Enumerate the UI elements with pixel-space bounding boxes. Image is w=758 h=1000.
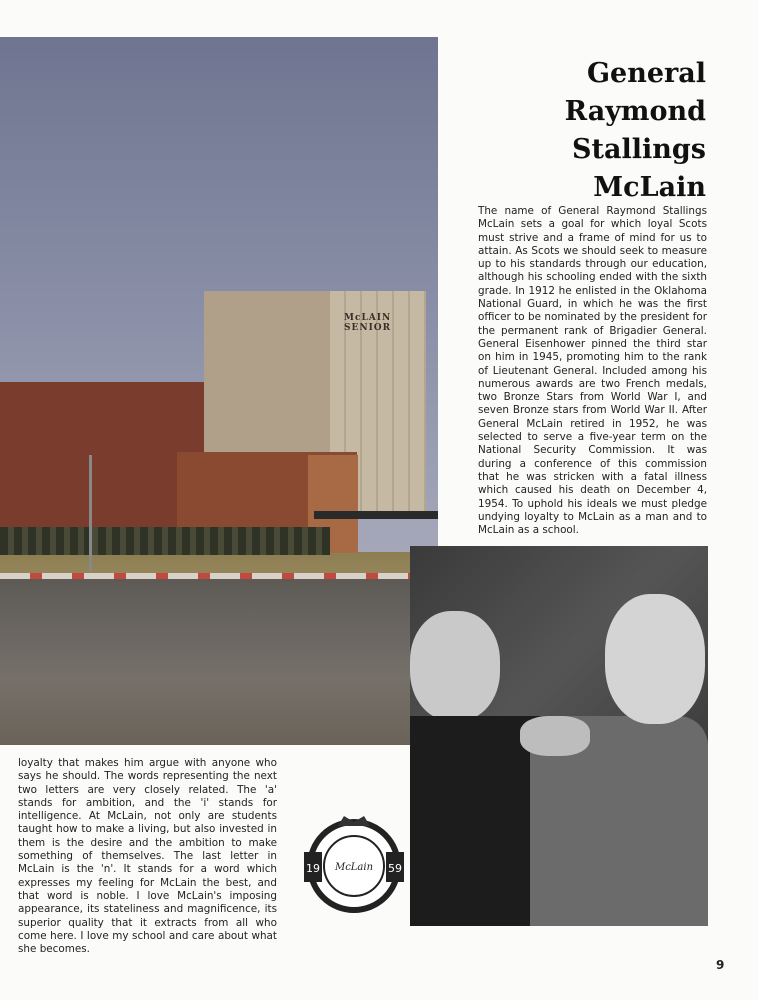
svg-text:59: 59 [388, 862, 402, 875]
building-sign: McLAIN SENIOR [344, 313, 392, 333]
general-portrait-photo [410, 546, 708, 926]
curb [0, 573, 410, 579]
page-number: 9 [716, 958, 725, 972]
page-title [565, 55, 706, 207]
title-line: Raymond [564, 96, 706, 127]
general-head [605, 594, 705, 724]
parking-lot [0, 577, 410, 745]
article-left: loyalty that makes him argue with anyone who says he should. The words representing the next two letters are very closely related. The 'a' stands for ambition, and the 'i' stands for intelligence. At McLain, not only are students taught how to make a living, but also invested in them is the desire and the ambition to make something of themselves. The last letter in McLain is the 'n'. It stands for a word which expresses my feeling for McLain the best, and that word is noble. I love McLain's imposing appearance, its stateliness and magnificence, its superior quality that it extracts from all who come here. I love my school and care about what she becomes. [18, 757, 277, 956]
lamp-post [89, 455, 92, 571]
svg-text:19: 19 [306, 862, 320, 875]
hands [520, 716, 590, 756]
article-right: The name of General Raymond Stallings McLain sets a goal for which loyal Scots must strive and a frame of mind for us to attain. As Scots we should seek to measure up to his standards through our education, although his schooling ended with the sixth grade. In 1912 he enlisted in the Oklahoma National Guard, in which he was the first officer to be nominated by the president for the permanent rank of Brigadier General. General Eisenhower pinned the third star on him in 1945, promoting him to the rank of Lieutenant General. Included among his numerous awards are two French medals, two Bronze Stars from World War I, and seven Bronze stars from World War II. After General McLain retired in 1952, he was selected to serve a five-year term on the National Security Commission. It was during a conference of this commission that he was stricken with a fatal illness which caused his death on December 4, 1954. To uphold his ideals we must pledge undying loyalty to McLain as a man and to McLain as a school. [478, 205, 707, 537]
shrubs [0, 527, 330, 555]
title-line: McLain [593, 172, 706, 203]
school-building-photo [0, 37, 438, 745]
school-seal-icon [300, 812, 408, 916]
svg-text:McLain: McLain [334, 862, 374, 873]
title-line: Stallings [572, 134, 706, 165]
officer-head [410, 611, 500, 721]
title-line: General [586, 58, 706, 89]
canopy [314, 511, 438, 519]
